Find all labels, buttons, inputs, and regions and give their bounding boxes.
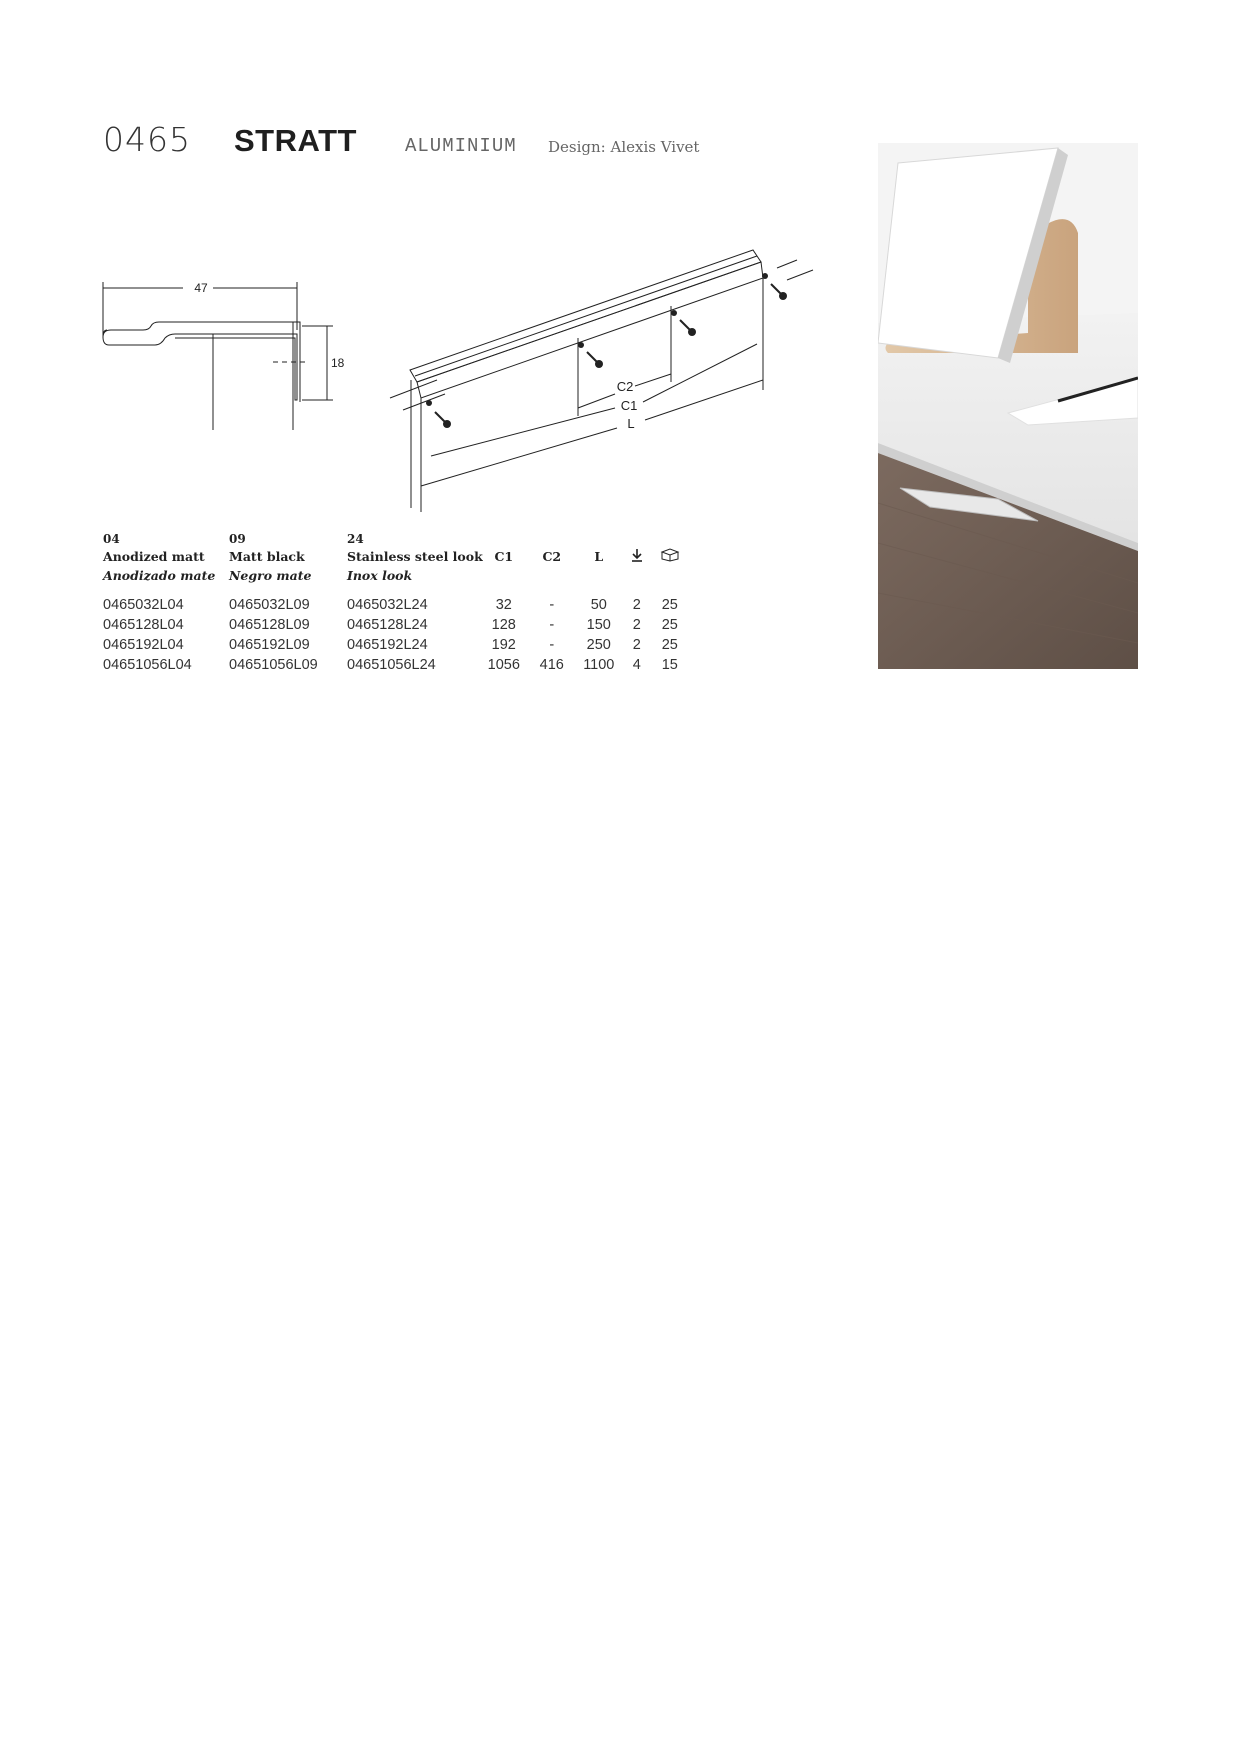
c1-value: 128	[491, 617, 516, 633]
product-name: STRATT	[234, 123, 357, 158]
ref-09: 0465032L09	[229, 597, 310, 613]
c2-label: C2	[616, 379, 634, 394]
ref-04: 0465192L04	[103, 637, 184, 653]
column-c1: C1	[494, 549, 514, 564]
box-value: 15	[661, 657, 678, 673]
box-value: 25	[661, 637, 678, 653]
finish-name-es-04: Anodizado mate	[103, 568, 216, 583]
ref-09: 0465192L09	[229, 637, 310, 653]
ref-04: 0465032L04	[103, 597, 184, 613]
ref-24: 04651056L24	[347, 657, 436, 673]
c1-label: C1	[620, 398, 638, 413]
table-row	[103, 615, 685, 635]
box-icon	[655, 548, 685, 567]
product-designer: Design: Alexis Vivet	[548, 138, 700, 156]
product-photo	[878, 143, 1138, 669]
c2-value: -	[549, 617, 555, 633]
ref-24: 0465128L24	[347, 617, 428, 633]
finish-code-24: 24	[347, 532, 364, 546]
product-material: ALUMINIUM	[405, 135, 517, 157]
ref-24: 0465192L24	[347, 637, 428, 653]
screws-value: 4	[632, 657, 641, 673]
finish-name-es-09: Negro mate	[229, 568, 312, 583]
l-label: L	[627, 416, 635, 431]
finish-name-en-04: Anodized matt	[103, 549, 205, 564]
ref-24: 0465032L24	[347, 597, 428, 613]
ref-09: 04651056L09	[229, 657, 318, 673]
c2-value: 416	[539, 657, 564, 673]
l-value: 50	[590, 597, 607, 613]
c2-value: -	[549, 637, 555, 653]
c2-value: -	[549, 597, 555, 613]
screws-value: 2	[632, 597, 641, 613]
box-value: 25	[661, 617, 678, 633]
finish-code-04: 04	[103, 532, 120, 546]
c1-value: 192	[491, 637, 516, 653]
reference-table	[103, 530, 685, 675]
column-c2: C2	[542, 549, 562, 564]
box-value: 25	[661, 597, 678, 613]
ref-04: 04651056L04	[103, 657, 192, 673]
ref-04: 0465128L04	[103, 617, 184, 633]
profile-width-label: 47	[194, 281, 208, 295]
profile-height-label: 18	[331, 356, 345, 370]
screws-value: 2	[632, 617, 641, 633]
ref-09: 0465128L09	[229, 617, 310, 633]
screw-download-icon	[619, 548, 655, 567]
finish-name-en-24: Stainless steel look	[347, 549, 483, 564]
screws-value: 2	[632, 637, 641, 653]
profile-drawing	[95, 270, 345, 440]
c1-value: 1056	[487, 657, 520, 673]
finish-name-en-09: Matt black	[229, 549, 305, 564]
c1-value: 32	[495, 597, 512, 613]
table-row	[103, 595, 685, 615]
l-value: 150	[586, 617, 611, 633]
finish-code-09: 09	[229, 532, 246, 546]
table-row	[103, 635, 685, 655]
column-l: L	[594, 549, 604, 564]
isometric-drawing	[385, 240, 825, 520]
l-value: 1100	[583, 657, 615, 673]
product-code: 0465	[103, 120, 191, 159]
finish-name-es-24: Inox look	[347, 568, 413, 583]
l-value: 250	[586, 637, 611, 653]
table-row	[103, 655, 685, 675]
